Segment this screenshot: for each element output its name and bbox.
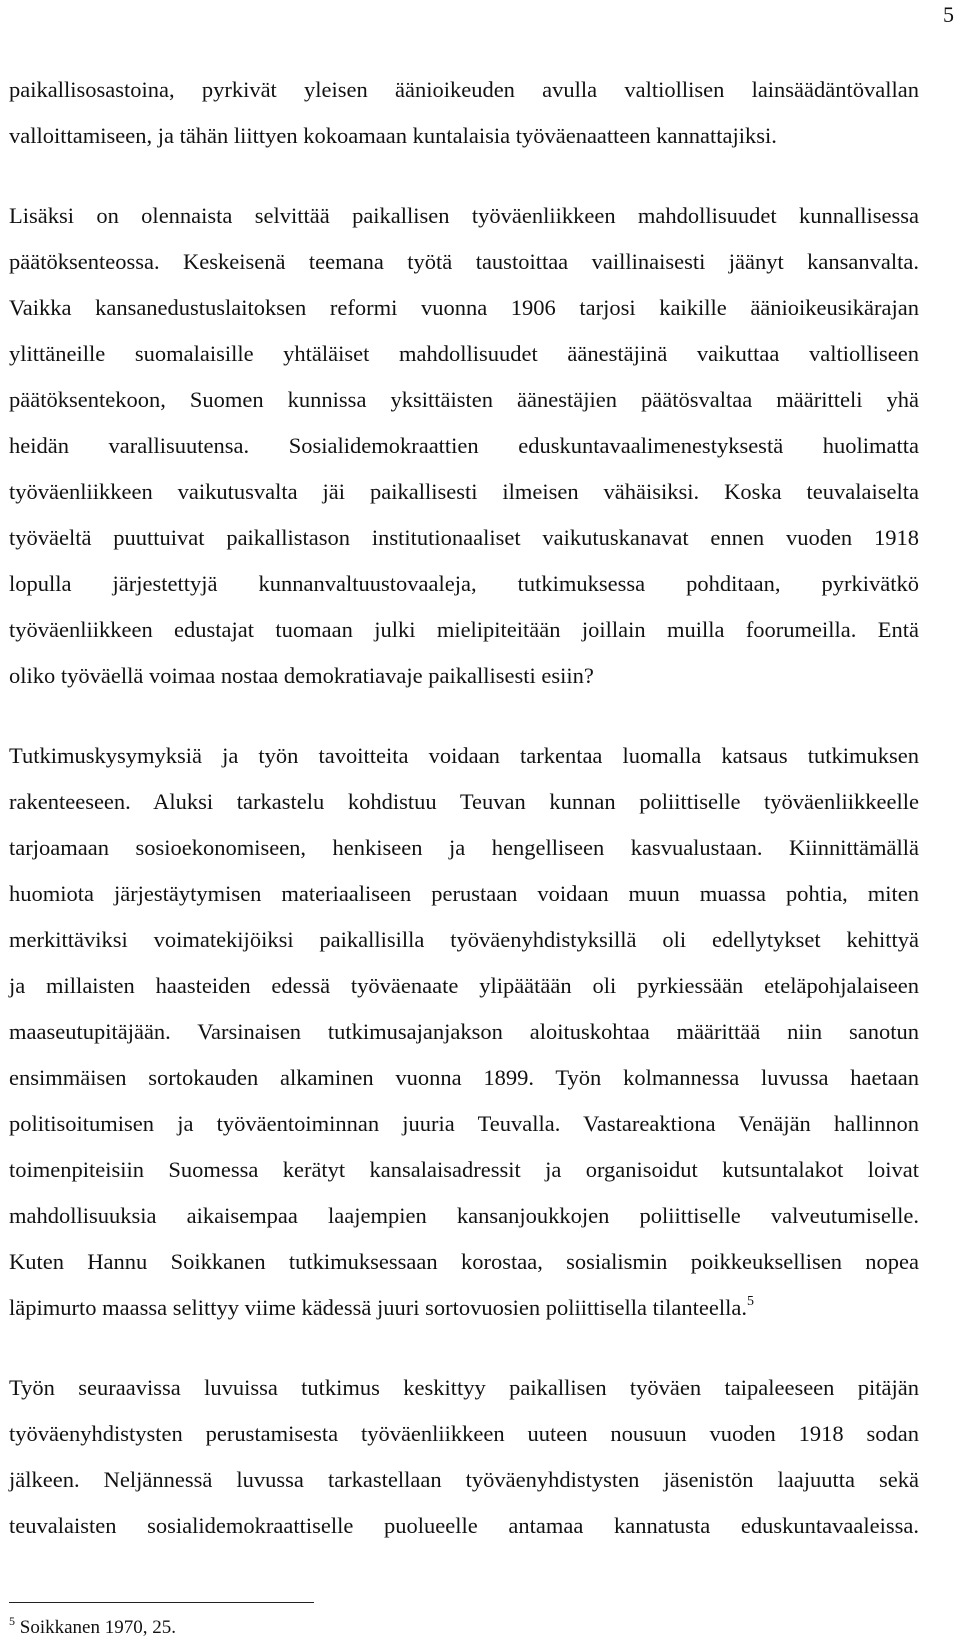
text-line: huomiota järjestäytymisen materiaaliseen perustaan voidaan muun muassa pohtia, miten xyxy=(9,881,919,906)
text-line: rakenteeseen. Aluksi tarkastelu kohdistuu Teuvan kunnan poliittiselle työväenliikkeelle xyxy=(9,789,919,814)
text-line: valloittamiseen, ja tähän liittyen kokoamaan kuntalaisia työväenaatteen kannattajiksi. xyxy=(9,123,777,148)
footnote-divider xyxy=(9,1602,314,1603)
text-line: toimenpiteisiin Suomessa kerätyt kansalaisadressit ja organisoidut kutsuntalakot loivat xyxy=(9,1157,919,1182)
footnote xyxy=(9,1614,176,1639)
text-line: oliko työväellä voimaa nostaa demokratiavaje paikallisesti esiin? xyxy=(9,663,594,688)
text-line: Tutkimuskysymyksiä ja työn tavoitteita voidaan tarkentaa luomalla katsaus tutkimuksen xyxy=(9,743,919,768)
text-line-content: läpimurto maassa selittyy viime kädessä juuri sortovuosien poliittisella tilanteella. xyxy=(9,1295,747,1320)
text-line: lopulla järjestettyjä kunnanvaltuustovaaleja, tutkimuksessa pohditaan, pyrkivätkö xyxy=(9,571,919,596)
text-line: politisoitumisen ja työväentoiminnan juuria Teuvalla. Vastareaktiona Venäjän hallinnon xyxy=(9,1111,919,1136)
text-line: heidän varallisuutensa. Sosialidemokraattien eduskuntavaalimenestyksestä huolimatta xyxy=(9,433,919,458)
text-line: jälkeen. Neljännessä luvussa tarkastellaan työväenyhdistysten jäsenistön laajuutta sekä xyxy=(9,1467,919,1492)
text-line xyxy=(9,1291,919,1325)
footnote-number: 5 xyxy=(9,1614,15,1628)
text-line: mahdollisuuksia aikaisempaa laajempien kansanjoukkojen poliittiselle valveutumiselle. xyxy=(9,1203,919,1228)
text-line: paikallisosastoina, pyrkivät yleisen äänioikeuden avulla valtiollisen lainsäädäntövallan xyxy=(9,77,919,102)
text-line: ylittäneille suomalaisille yhtäläiset mahdollisuudet äänestäjinä vaikuttaa valtiolliseen xyxy=(9,341,919,366)
text-line: työväenliikkeen edustajat tuomaan julki mielipiteitään joillain muilla foorumeilla. Entä xyxy=(9,617,919,642)
text-line: maaseutupitäjään. Varsinaisen tutkimusajanjakson aloituskohtaa määrittää niin sanotun xyxy=(9,1019,919,1044)
text-line: Lisäksi on olennaista selvittää paikallisen työväenliikkeen mahdollisuudet kunnallisessa xyxy=(9,203,919,228)
text-line: teuvalaisten sosialidemokraattiselle puolueelle antamaa kannatusta eduskuntavaaleissa. xyxy=(9,1513,919,1538)
text-line: päätöksentekoon, Suomen kunnissa yksittäisten äänestäjien päätösvaltaa määritteli yhä xyxy=(9,387,919,412)
text-line: työväenyhdistysten perustamisesta työväenliikkeen uuteen nousuun vuoden 1918 sodan xyxy=(9,1421,919,1446)
text-line: Kuten Hannu Soikkanen tutkimuksessaan korostaa, sosialismin poikkeuksellisen nopea xyxy=(9,1249,919,1274)
footnote-reference[interactable]: 5 xyxy=(746,1294,754,1309)
text-line: Työn seuraavissa luvuissa tutkimus keskittyy paikallisen työväen taipaleeseen pitäjän xyxy=(9,1375,919,1400)
text-line: ja millaisten haasteiden edessä työväenaate ylipäätään oli pyrkiessään eteläpohjalaiseen xyxy=(9,973,919,998)
footnote-text: Soikkanen 1970, 25. xyxy=(19,1617,176,1638)
text-line: tarjoamaan sosioekonomiseen, henkiseen ja hengelliseen kasvualustaan. Kiinnittämällä xyxy=(9,835,919,860)
text-line: päätöksenteossa. Keskeisenä teemana työtä taustoittaa vaillinaisesti jäänyt kansanvalta. xyxy=(9,249,919,274)
text-line: ensimmäisen sortokauden alkaminen vuonna 1899. Työn kolmannessa luvussa haetaan xyxy=(9,1065,919,1090)
page-number: 5 xyxy=(943,2,954,27)
text-line: Vaikka kansanedustuslaitoksen reformi vuonna 1906 tarjosi kaikille äänioikeusikärajan xyxy=(9,295,919,320)
text-line: merkittäviksi voimatekijöiksi paikallisilla työväenyhdistyksillä oli edellytykset kehittyä xyxy=(9,927,919,952)
text-line: työväeltä puuttuivat paikallistason institutionaaliset vaikutuskanavat ennen vuoden 1918 xyxy=(9,525,919,550)
text-line: työväenliikkeen vaikutusvalta jäi paikallisesti ilmeisen vähäisiksi. Koska teuvalaiselta xyxy=(9,479,919,504)
